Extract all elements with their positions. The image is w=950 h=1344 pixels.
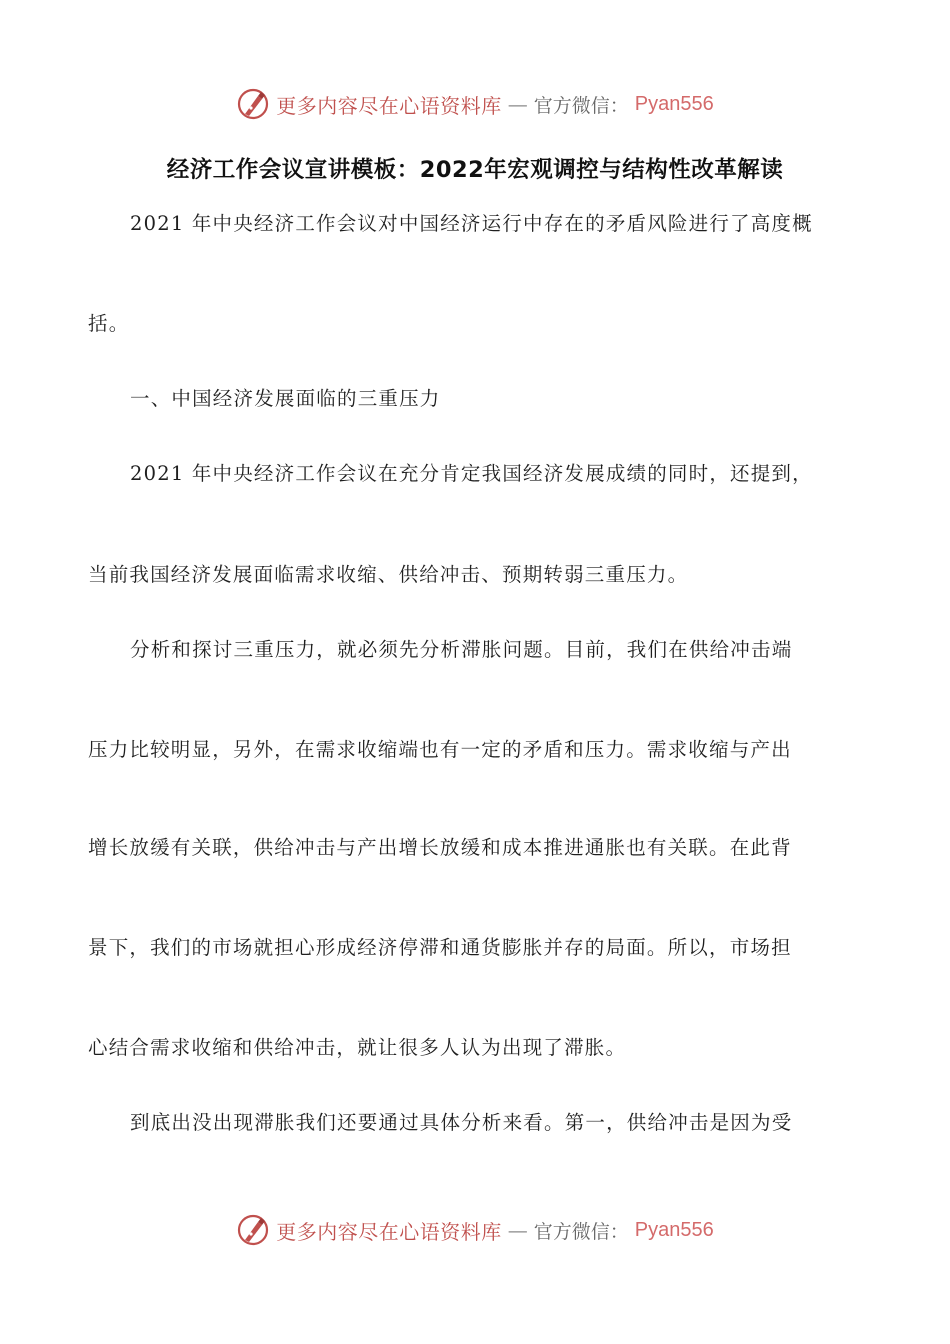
document-title: 经济工作会议宣讲模板：2022年宏观调控与结构性改革解读 (166, 157, 784, 183)
watermark-wechat-id: Pyan556 (634, 92, 714, 115)
body-line: 景下，我们的市场就担心形成经济停滞和通货膨胀并存的局面。所以，市场担 (88, 936, 792, 959)
body-line: 分析和探讨三重压力，就必须先分析滞胀问题。目前，我们在供给冲击端 (130, 638, 793, 661)
body-line: 2021 年中央经济工作会议在充分肯定我国经济发展成绩的同时，还提到， (130, 462, 813, 485)
watermark-separator: — (507, 92, 528, 116)
watermark-text: 更多内容尽在心语资料库 (276, 93, 502, 118)
pen-nib-logo-icon (236, 87, 270, 121)
body-line: 当前我国经济发展面临需求收缩、供给冲击、预期转弱三重压力。 (88, 563, 689, 586)
watermark-wechat-id: Pyan556 (634, 1218, 714, 1241)
body-line: 心结合需求收缩和供给冲击，就让很多人认为出现了滞胀。 (88, 1036, 627, 1059)
body-line: 增长放缓有关联，供给冲击与产出增长放缓和成本推进通胀也有关联。在此背 (88, 836, 792, 859)
body-line: 压力比较明显，另外，在需求收缩端也有一定的矛盾和压力。需求收缩与产出 (88, 738, 792, 761)
pen-nib-logo-icon (236, 1213, 270, 1247)
watermark-separator: — (507, 1218, 528, 1242)
section-heading: 一、中国经济发展面临的三重压力 (130, 387, 441, 410)
header-watermark-banner (0, 84, 950, 124)
footer-watermark-banner (0, 1210, 950, 1250)
watermark-label: 官方微信： (533, 1220, 629, 1243)
body-line: 括。 (88, 312, 130, 335)
watermark-label: 官方微信： (533, 94, 629, 117)
body-line: 2021 年中央经济工作会议对中国经济运行中存在的矛盾风险进行了高度概 (130, 212, 813, 235)
body-line: 到底出没出现滞胀我们还要通过具体分析来看。第一，供给冲击是因为受 (130, 1111, 793, 1134)
watermark-text: 更多内容尽在心语资料库 (276, 1219, 502, 1244)
